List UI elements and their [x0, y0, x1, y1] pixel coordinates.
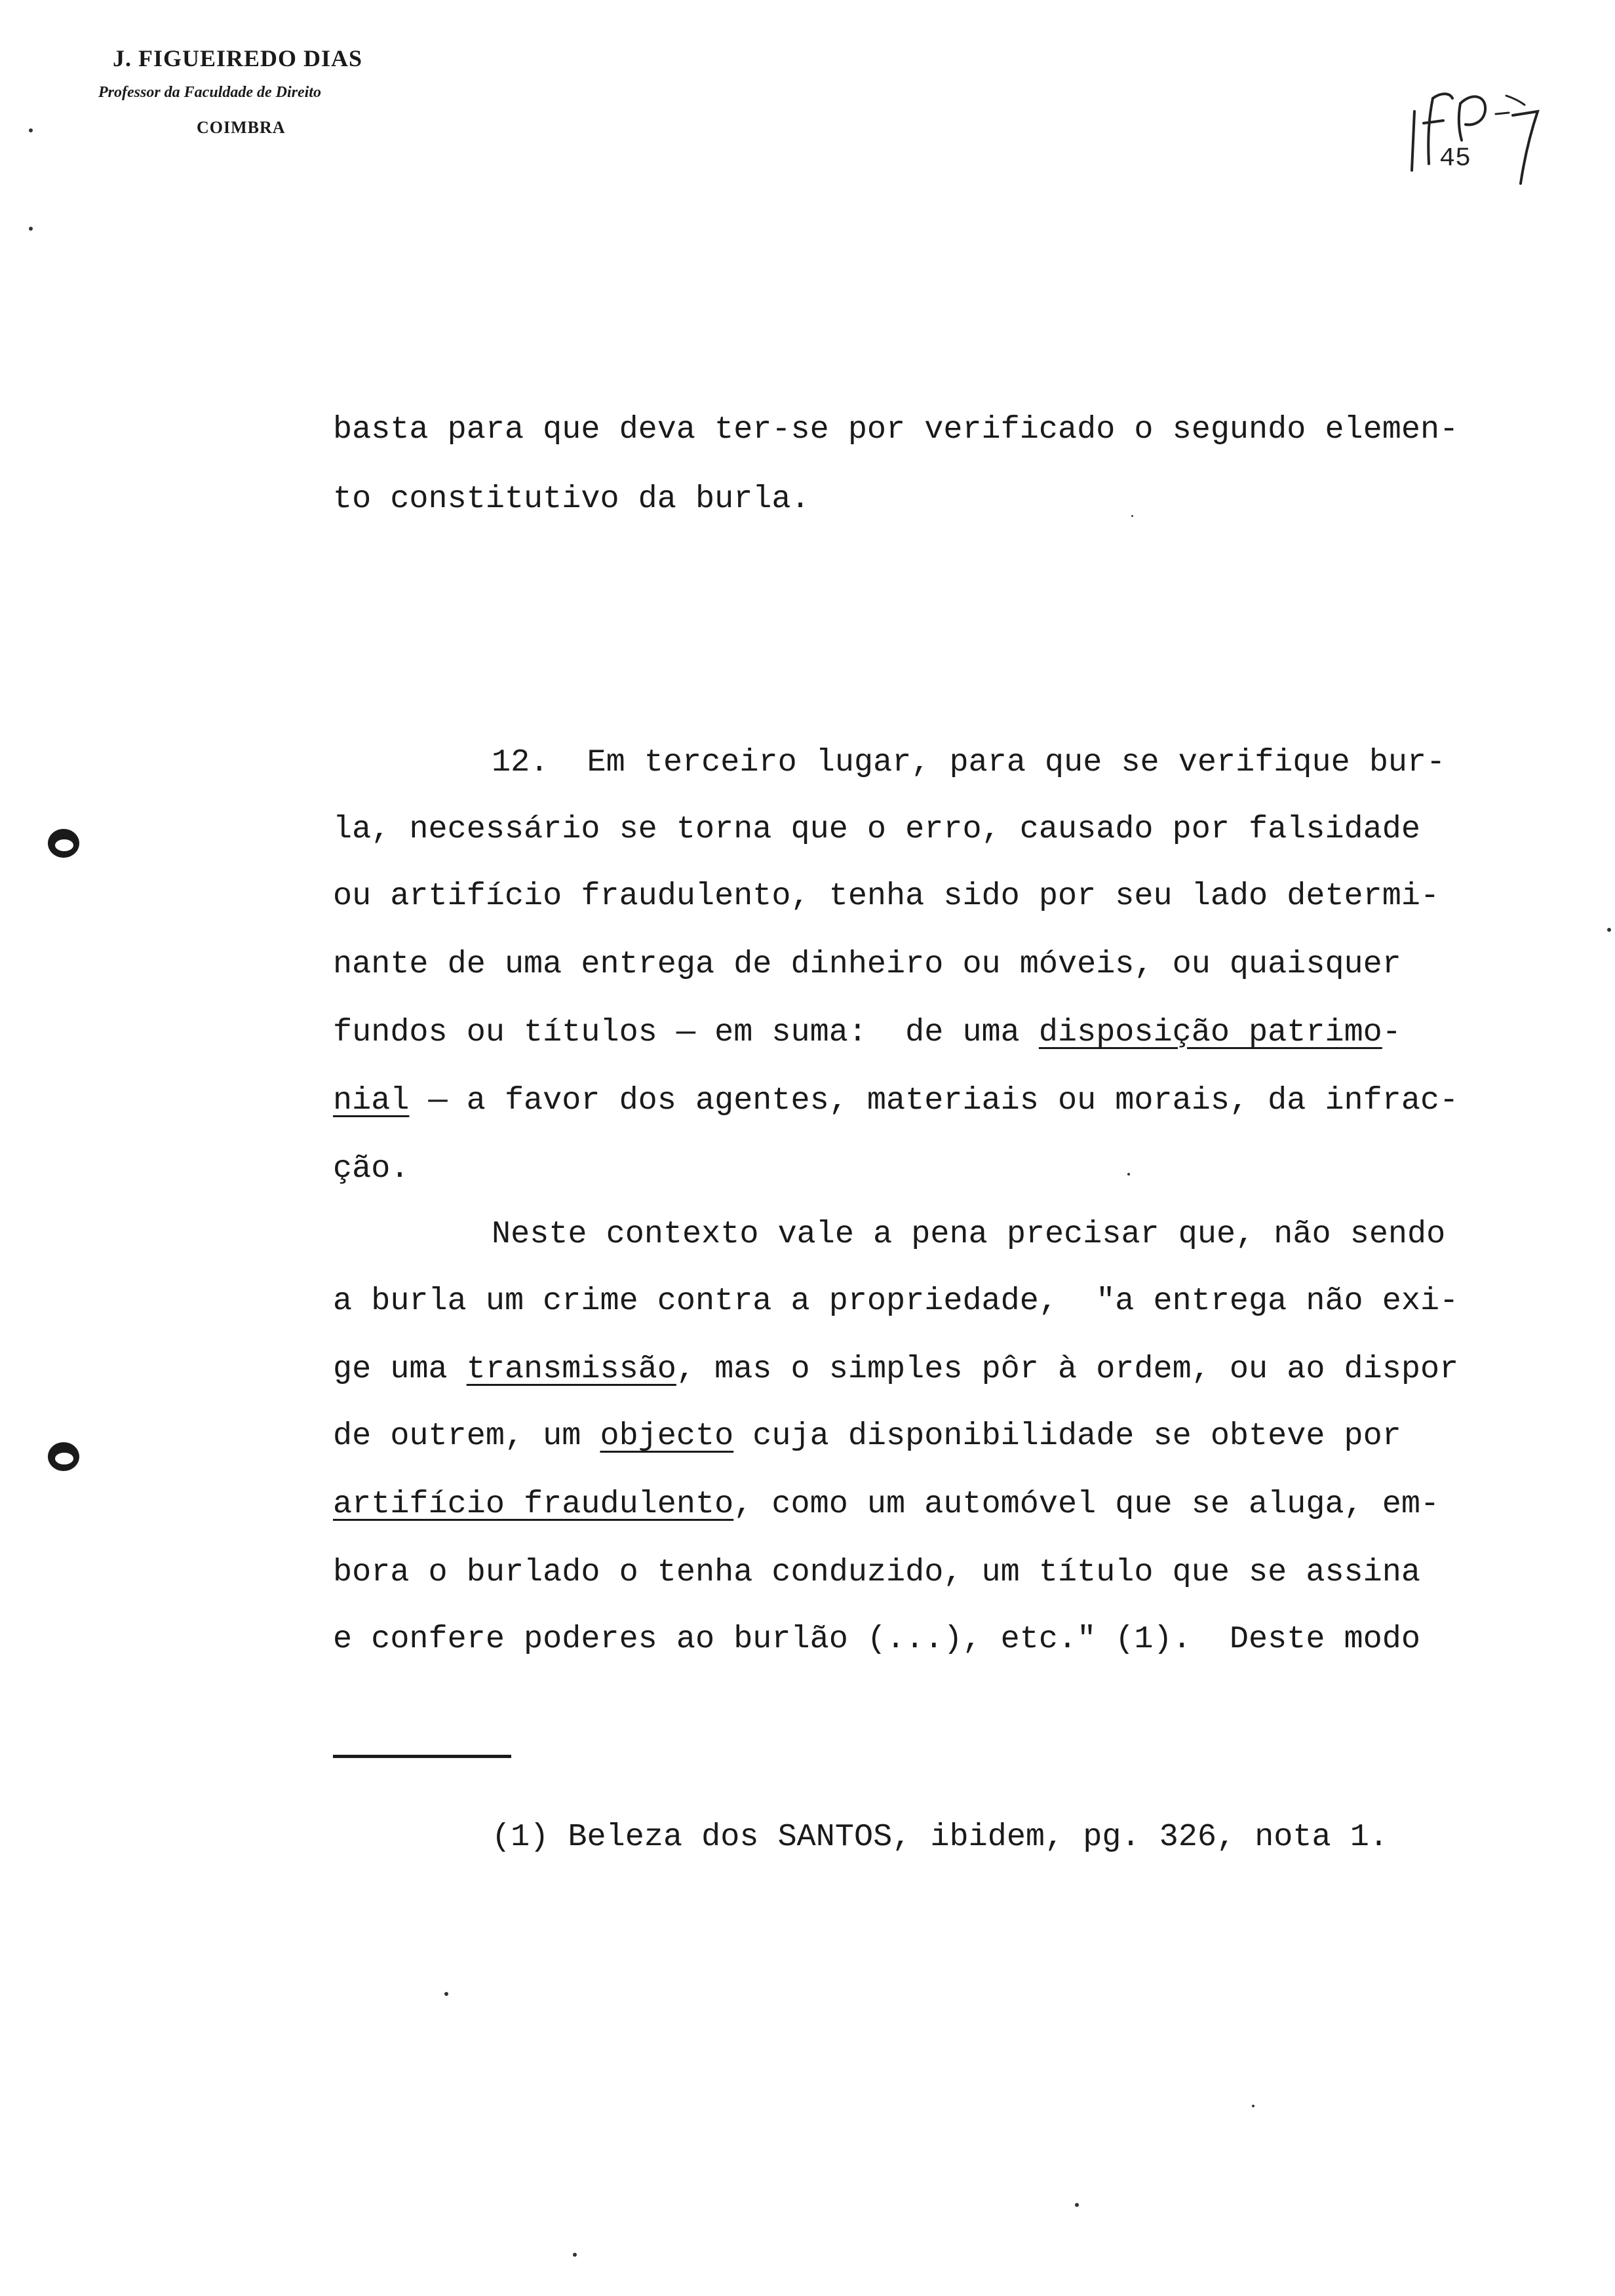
- letterhead-title: Professor da Faculdade de Direito: [98, 84, 321, 101]
- text-line: [333, 1014, 1401, 1050]
- text-line: ção.: [333, 1151, 410, 1187]
- text-span: cuja disponibilidade se obteve por: [733, 1418, 1401, 1454]
- text-line: nante de uma entrega de dinheiro ou móveis, ou quaisquer: [333, 946, 1401, 982]
- footnote-divider: [333, 1755, 511, 1758]
- underlined-term: nial: [333, 1082, 410, 1119]
- scan-speck: [1607, 928, 1611, 932]
- punch-hole-icon: [46, 1439, 81, 1474]
- text-line: e confere poderes ao burlão (...), etc." (1). Deste modo: [333, 1621, 1420, 1657]
- text-line: la, necessário se torna que o erro, causado por falsidade: [333, 811, 1420, 847]
- letterhead-city: COIMBRA: [197, 118, 286, 137]
- paragraph-first-line: Neste contexto vale a pena precisar que, não sendo: [492, 1216, 1446, 1252]
- footnote: (1) Beleza dos SANTOS, ibidem, pg. 326, nota 1.: [492, 1819, 1388, 1855]
- text-span: , mas o simples pôr à ordem, ou ao dispor: [676, 1351, 1459, 1387]
- scan-speck: [1127, 1173, 1130, 1176]
- text-line: bora o burlado o tenha conduzido, um título que se assina: [333, 1554, 1420, 1590]
- page-number: 45: [1439, 144, 1471, 174]
- text-span: de outrem, um: [333, 1418, 600, 1454]
- scan-speck: [29, 227, 33, 231]
- text-line: ou artifício fraudulento, tenha sido por seu lado determi-: [333, 878, 1440, 914]
- letterhead-name: J. FIGUEIREDO DIAS: [113, 45, 363, 71]
- text-line: basta para que deva ter-se por verificado o segundo elemen-: [333, 411, 1459, 448]
- scan-speck: [1075, 2203, 1079, 2207]
- scan-speck: [573, 2253, 577, 2257]
- text-span: — a favor dos agentes, materiais ou morais, da infrac-: [409, 1082, 1459, 1119]
- text-line: [333, 1418, 1401, 1454]
- text-line: to constitutivo da burla.: [333, 481, 810, 517]
- underlined-term: transmissão: [466, 1351, 676, 1387]
- text-span: -: [1382, 1014, 1401, 1050]
- text-line: [333, 1351, 1459, 1387]
- text-line: [333, 1486, 1440, 1522]
- text-line: a burla um crime contra a propriedade, "a entrega não exi-: [333, 1283, 1459, 1319]
- underlined-term: objecto: [600, 1418, 734, 1454]
- handwritten-page-mark: [1409, 72, 1553, 190]
- text-span: , como um automóvel que se aluga, em-: [733, 1486, 1440, 1522]
- text-span: ge uma: [333, 1351, 467, 1387]
- underlined-term: artifício fraudulento: [333, 1486, 734, 1522]
- paragraph-12-first-line: 12. Em terceiro lugar, para que se verifique bur-: [492, 744, 1446, 780]
- scan-speck: [29, 128, 33, 132]
- scan-speck: [444, 1992, 448, 1996]
- underlined-term: disposição patrimo: [1038, 1014, 1382, 1050]
- scan-speck: [1252, 2105, 1255, 2107]
- scan-speck: [1131, 515, 1133, 517]
- text-line: [333, 1082, 1459, 1119]
- text-span: fundos ou títulos — em suma: de uma: [333, 1014, 1039, 1050]
- punch-hole-icon: [46, 826, 81, 861]
